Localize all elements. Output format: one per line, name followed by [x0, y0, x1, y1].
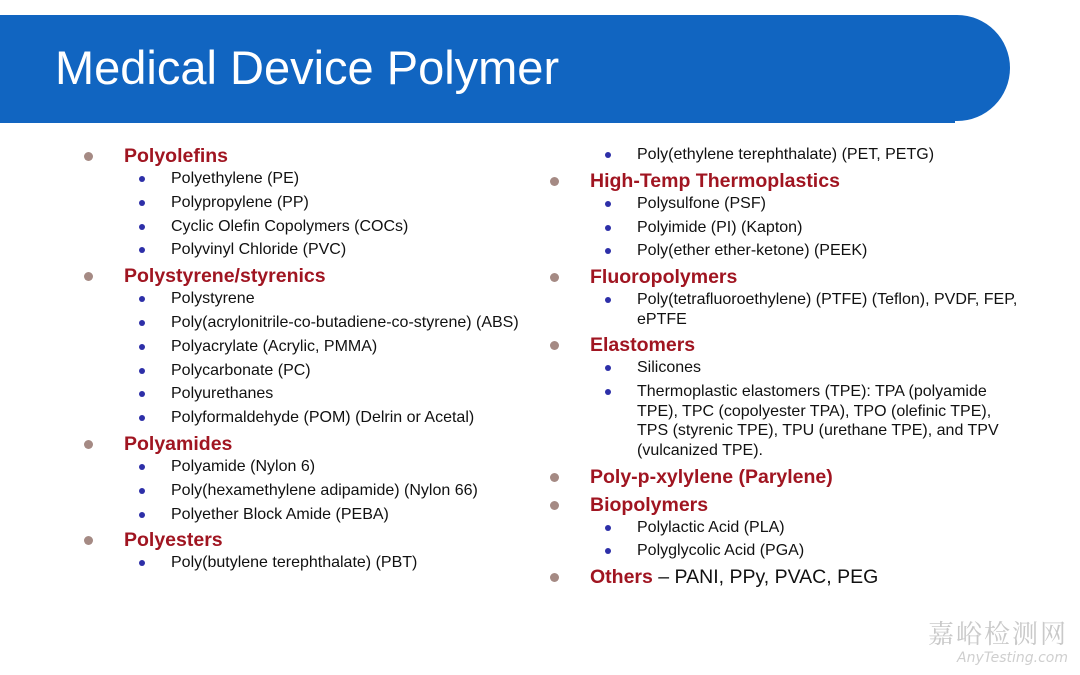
list-item: [139, 408, 534, 428]
list-item: [139, 384, 534, 404]
sub-list: [605, 194, 1020, 261]
list-item-text: Polystyrene: [171, 290, 255, 308]
bullet-icon: [139, 296, 145, 302]
bullet-icon: [605, 525, 611, 531]
list-item-text: Polyethylene (PE): [171, 170, 300, 187]
sub-list: [139, 169, 534, 260]
bullet-icon: [139, 464, 145, 470]
watermark: [928, 620, 1068, 666]
category-label: Polyolefins: [124, 145, 229, 167]
category-label: Poly-p-xylylene (Parylene): [590, 465, 833, 488]
category-label: Biopolymers: [590, 493, 709, 516]
category-poly-p-xylylene-parylene: [550, 465, 1020, 489]
list-item: [139, 481, 534, 501]
bullet-icon: [139, 247, 145, 253]
left-column: [84, 144, 534, 577]
bullet-icon: [84, 272, 93, 281]
category-heading: [84, 144, 534, 168]
category-fluoropolymers: [550, 265, 1020, 329]
category-label: Polyamides: [124, 432, 233, 455]
category-heading: [550, 169, 1020, 193]
bullet-icon: [139, 415, 145, 421]
category-suffix: – PANI, PPy, PVAC, PEG: [652, 566, 879, 589]
bullet-icon: [84, 440, 93, 449]
bullet-icon: [605, 365, 611, 371]
sub-list: [605, 145, 1020, 165]
list-item: [139, 553, 534, 573]
list-item: [139, 289, 534, 309]
list-item-text: Poly(tetrafluoroethylene) (PTFE) (Teflon), PVDF, FEP, ePTFE: [637, 291, 1018, 328]
bullet-icon: [84, 152, 93, 161]
category-polyolefins: [84, 144, 534, 260]
list-item-text: Poly(ether ether-ketone) (PEEK): [637, 242, 868, 260]
category-heading: [84, 528, 534, 552]
bullet-icon: [605, 201, 611, 207]
category-heading: [550, 493, 1020, 517]
list-item-text: Poly(butylene terephthalate) (PBT): [171, 554, 418, 572]
list-item: [139, 313, 534, 333]
bullet-icon: [605, 389, 611, 395]
sub-list: [139, 457, 534, 524]
list-item-text: Polylactic Acid (PLA): [637, 518, 785, 536]
bullet-icon: [139, 560, 145, 566]
bullet-icon: [550, 273, 559, 282]
category-label: Elastomers: [590, 334, 696, 357]
bullet-icon: [550, 177, 559, 186]
list-item: [605, 145, 1020, 165]
category-heading: [550, 333, 1020, 357]
category-label: Polyesters: [124, 529, 223, 552]
list-item: [605, 382, 1020, 460]
list-item: [139, 505, 534, 525]
list-item: [139, 169, 534, 189]
bullet-icon: [139, 512, 145, 518]
list-item: [605, 218, 1020, 238]
watermark-chinese: 嘉峪检测网: [927, 620, 1068, 650]
sub-list: [139, 289, 534, 427]
bullet-icon: [139, 176, 145, 182]
bullet-icon: [550, 573, 559, 582]
bullet-icon: [139, 391, 145, 397]
list-item-text: Polycarbonate (PC): [171, 361, 311, 379]
list-item: [605, 358, 1020, 378]
category-heading: [84, 264, 534, 288]
list-item: [139, 457, 534, 477]
category-elastomers: [550, 333, 1020, 460]
category-continued: [550, 145, 1020, 165]
list-item-text: Polyamide (Nylon 6): [171, 457, 316, 475]
category-heading: [550, 265, 1020, 289]
bullet-icon: [84, 536, 93, 545]
list-item: [605, 290, 1020, 329]
list-item-text: Polyacrylate (Acrylic, PMMA): [171, 337, 378, 355]
bullet-icon: [139, 488, 145, 494]
bullet-icon: [139, 344, 145, 350]
list-item-text: Poly(hexamethylene adipamide) (Nylon 66): [171, 481, 478, 499]
category-polystyrene-styrenics: [84, 264, 534, 427]
list-item: [605, 194, 1020, 214]
bullet-icon: [605, 548, 611, 554]
list-item-text: Polyglycolic Acid (PGA): [637, 542, 805, 560]
list-item-text: Polyether Block Amide (PEBA): [171, 505, 389, 523]
list-item-text: Polyurethanes: [171, 385, 274, 403]
category-polyesters: [84, 528, 534, 573]
list-item: [139, 337, 534, 357]
sub-list: [605, 290, 1020, 329]
list-item-text: Poly(acrylonitrile-co-butadiene-co-styrene) (ABS): [171, 313, 519, 331]
bullet-icon: [139, 320, 145, 326]
list-item-text: Polyvinyl Chloride (PVC): [171, 241, 347, 259]
list-item: [139, 361, 534, 381]
right-column: [550, 144, 1020, 593]
category-heading: [84, 432, 534, 456]
category-polyamides: [84, 432, 534, 524]
bullet-icon: [550, 473, 559, 482]
category-heading: [550, 565, 1020, 589]
list-item: [605, 518, 1020, 538]
category-label: Others: [590, 566, 653, 589]
category-high-temp-thermoplastics: [550, 169, 1020, 261]
list-item: [605, 241, 1020, 261]
bullet-icon: [139, 200, 145, 206]
list-item-text: Polysulfone (PSF): [637, 194, 766, 212]
list-item-text: Cyclic Olefin Copolymers (COCs): [171, 217, 409, 235]
category-biopolymers: [550, 493, 1020, 561]
category-heading: [550, 465, 1020, 489]
category-label: Polystyrene/styrenics: [124, 265, 326, 288]
list-item: [139, 217, 534, 237]
list-item-text: Thermoplastic elastomers (TPE): TPA (polyamide TPE), TPC (copolyester TPA), TPO (olefinic TPE), TPS (styrenic TPE), TPU (urethane TPE), and TPV (vulcanized TPE).: [637, 383, 999, 459]
bullet-icon: [550, 341, 559, 350]
category-label: Fluoropolymers: [590, 266, 738, 289]
bullet-icon: [550, 501, 559, 510]
bullet-icon: [605, 225, 611, 231]
category-others: [550, 565, 1020, 589]
bullet-icon: [139, 224, 145, 230]
category-label: High-Temp Thermoplastics: [590, 169, 840, 192]
list-item-text: Polyimide (PI) (Kapton): [637, 218, 803, 236]
watermark-site: AnyTesting.com: [957, 650, 1068, 666]
list-item: [139, 193, 534, 213]
slide-title: Medical Device Polymer: [55, 41, 560, 94]
bullet-icon: [139, 368, 145, 374]
list-item-text: Poly(ethylene terephthalate) (PET, PETG): [637, 146, 935, 163]
bullet-icon: [605, 152, 611, 158]
list-item-text: Silicones: [637, 359, 702, 377]
bullet-icon: [605, 297, 611, 303]
sub-list: [139, 553, 534, 573]
list-item: [605, 541, 1020, 561]
title-underline: [0, 120, 955, 123]
list-item-text: Polypropylene (PP): [171, 193, 309, 211]
sub-list: [605, 518, 1020, 561]
list-item: [139, 240, 534, 260]
sub-list: [605, 358, 1020, 460]
list-item-text: Polyformaldehyde (POM) (Delrin or Acetal): [171, 409, 475, 427]
bullet-icon: [605, 248, 611, 254]
